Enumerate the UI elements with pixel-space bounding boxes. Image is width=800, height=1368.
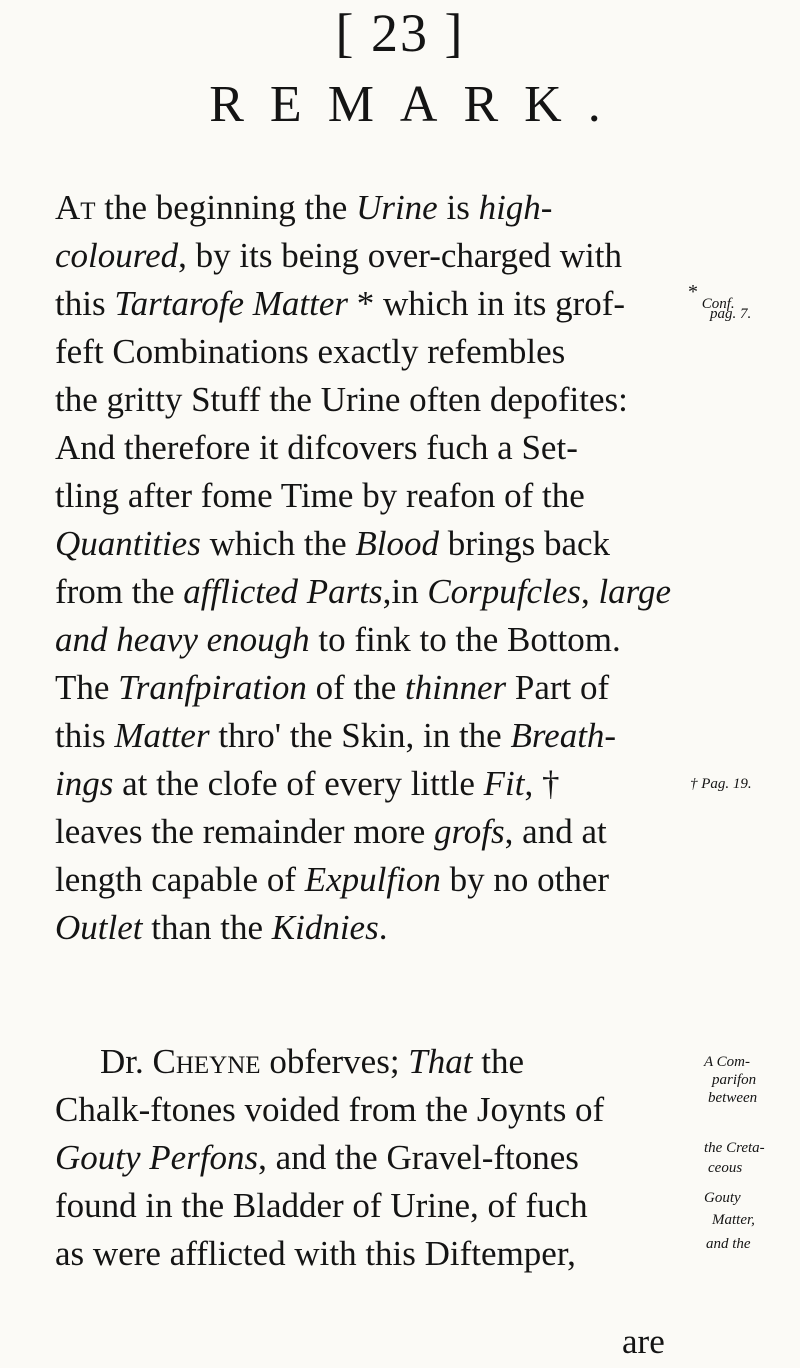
text: Corpufcles bbox=[427, 572, 581, 611]
text: Kidnies bbox=[271, 908, 379, 947]
text: large bbox=[598, 572, 672, 611]
text: this bbox=[55, 284, 115, 323]
text: The bbox=[55, 668, 119, 707]
text: , bbox=[580, 572, 599, 611]
text: thinner bbox=[405, 668, 507, 707]
text: this bbox=[55, 716, 115, 755]
margin-note-2 bbox=[690, 776, 752, 792]
text: Chalk-ftones voided from the Joynts of bbox=[55, 1090, 605, 1129]
text: at the clofe of every little bbox=[113, 764, 484, 803]
p1-line-8 bbox=[55, 520, 665, 568]
text: Tranfpiration bbox=[118, 668, 307, 707]
page-number: [ 23 ] bbox=[335, 3, 465, 63]
text: ,in bbox=[382, 572, 428, 611]
catchword: are bbox=[622, 1322, 665, 1361]
margin-note-3-line-7: Matter, bbox=[712, 1212, 755, 1228]
p2-line-4: found in the Bladder of Urine, of fuch bbox=[55, 1186, 588, 1225]
text: Fit bbox=[483, 764, 525, 803]
text: high- bbox=[478, 188, 553, 227]
text: and heavy enough bbox=[55, 620, 310, 659]
text: Tartarofe Matter bbox=[114, 284, 349, 323]
text: That bbox=[408, 1042, 473, 1081]
margin-note-1b: pag. 7. bbox=[710, 306, 752, 322]
p1-line-9 bbox=[55, 568, 672, 616]
text: the bbox=[472, 1042, 525, 1081]
margin-note-3-line-2: parifon bbox=[712, 1072, 757, 1088]
p2-line-2 bbox=[55, 1086, 665, 1134]
text: grofs bbox=[433, 812, 505, 851]
text: Matter bbox=[114, 716, 210, 755]
text: from the bbox=[55, 572, 184, 611]
text: , and at bbox=[504, 812, 607, 851]
p1-line-14 bbox=[55, 808, 665, 856]
text: Quantities bbox=[55, 524, 201, 563]
text: by no other bbox=[440, 860, 610, 899]
margin-note-3-line-5: ceous bbox=[708, 1160, 743, 1176]
text: which the bbox=[200, 524, 356, 563]
p1-line-6: And therefore it difcovers fuch a Set- bbox=[55, 428, 578, 467]
margin-note-3-line-3: between bbox=[708, 1090, 758, 1106]
text: coloured bbox=[55, 236, 179, 275]
text: Dr. bbox=[100, 1042, 153, 1081]
p1-line-2 bbox=[55, 232, 665, 280]
text: of the bbox=[306, 668, 406, 707]
section-heading: REMARK. bbox=[209, 76, 627, 133]
text: Outlet bbox=[55, 908, 143, 947]
p2-line-1 bbox=[100, 1038, 710, 1086]
margin-note-3-line-4: the Creta- bbox=[704, 1140, 765, 1156]
p1-line-15 bbox=[55, 856, 665, 904]
text: than the bbox=[142, 908, 272, 947]
text: Blood bbox=[355, 524, 439, 563]
text: to fink to the Bottom. bbox=[309, 620, 621, 659]
margin-note-3-line-8: and the bbox=[706, 1236, 751, 1252]
text: * bbox=[688, 281, 698, 303]
p1-line-7: tling after fome Time by reafon of the bbox=[55, 476, 585, 515]
text: , and the Gravel-ftones bbox=[258, 1138, 579, 1177]
text: length capable of bbox=[55, 860, 305, 899]
text: is bbox=[437, 188, 479, 227]
p1-line-3 bbox=[55, 280, 665, 328]
p1-line-5: the gritty Stuff the Urine often depofites: bbox=[55, 380, 628, 419]
text: Part of bbox=[506, 668, 610, 707]
text: At bbox=[55, 188, 96, 227]
p1-line-1 bbox=[55, 184, 665, 232]
text: Pag. 19. bbox=[701, 776, 752, 792]
text: * which in its grof- bbox=[348, 284, 626, 323]
p1-line-16 bbox=[55, 904, 665, 952]
text: ings bbox=[55, 764, 114, 803]
text: the beginning the bbox=[95, 188, 357, 227]
text: Conf. bbox=[701, 296, 735, 312]
p2-line-3 bbox=[55, 1134, 665, 1182]
text: Gouty Perfons bbox=[55, 1138, 259, 1177]
p1-line-12 bbox=[55, 712, 665, 760]
p1-line-4: feft Combinations exactly refembles bbox=[55, 332, 566, 371]
text: leaves the remainder more bbox=[55, 812, 434, 851]
margin-note-3-line-6: Gouty bbox=[704, 1190, 741, 1206]
text: . bbox=[378, 908, 388, 947]
text: thro' the Skin, in the bbox=[209, 716, 511, 755]
text: Cheyne bbox=[152, 1042, 261, 1081]
text: Expulfion bbox=[304, 860, 441, 899]
text: afflicted Parts bbox=[183, 572, 383, 611]
text: obferves; bbox=[260, 1042, 409, 1081]
text: † bbox=[690, 776, 698, 792]
p2-line-5: as were afflicted with this Diftemper, bbox=[55, 1234, 576, 1273]
p1-line-13 bbox=[55, 760, 665, 808]
text: Urine bbox=[356, 188, 438, 227]
text: , by its being over-charged with bbox=[178, 236, 622, 275]
text: , † bbox=[524, 764, 560, 803]
p1-line-11 bbox=[55, 664, 665, 712]
margin-note-3-line-1: A Com- bbox=[704, 1054, 750, 1070]
p1-line-10 bbox=[55, 616, 665, 664]
text: Breath- bbox=[510, 716, 617, 755]
text: brings back bbox=[438, 524, 611, 563]
